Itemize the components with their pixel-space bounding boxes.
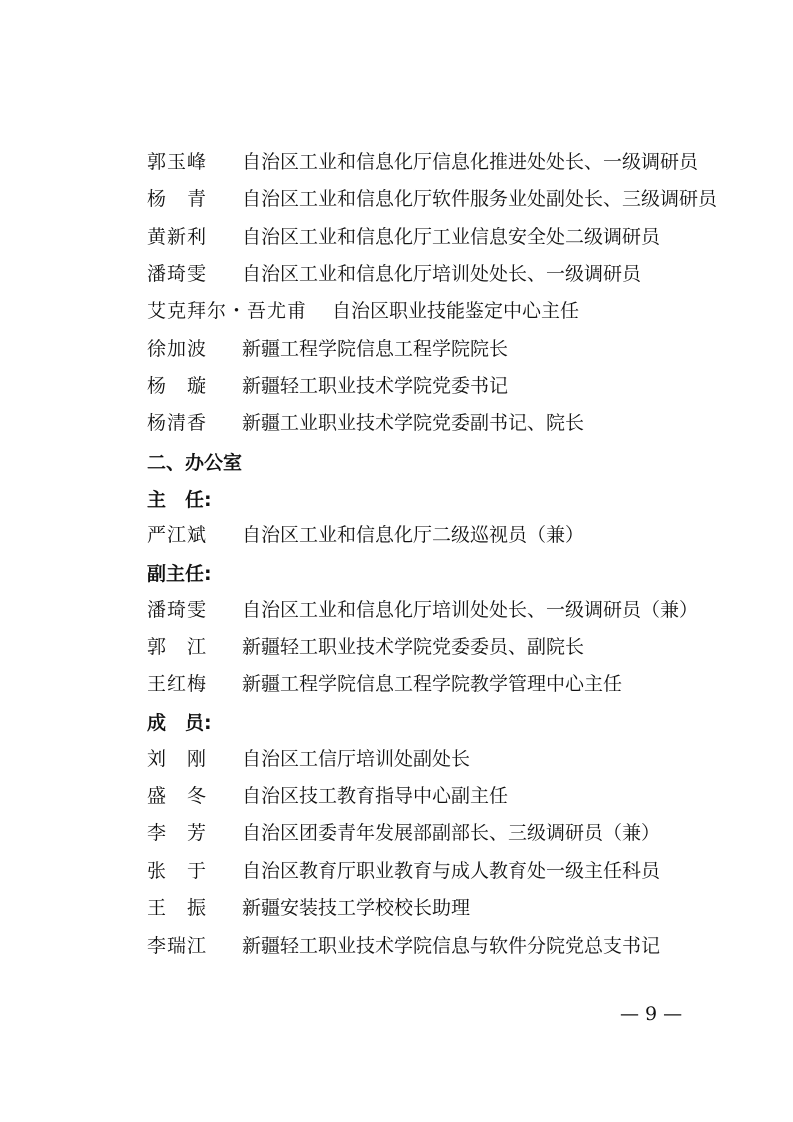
person-title: 自治区团委青年发展部副部长、三级调研员（兼） [242, 822, 661, 844]
role-heading-deputy: 副主任: [147, 563, 212, 585]
person-name: 杨清香 [147, 412, 208, 434]
person-title: 新疆轻工职业技术学院党委书记 [242, 375, 509, 397]
person-name: 王红梅 [147, 673, 208, 695]
person-title: 自治区工业和信息化厅工业信息安全处二级调研员 [242, 226, 661, 248]
person-title: 自治区工业和信息化厅培训处处长、一级调研员 [242, 263, 642, 285]
role-heading-members: 成 员: [147, 712, 212, 734]
person-name: 郭玉峰 [147, 151, 208, 173]
person-name: 艾克拜尔・吾尤甫 [147, 300, 308, 322]
person-title: 自治区技工教育指导中心副主任 [242, 785, 509, 807]
person-name: 杨 璇 [147, 375, 208, 397]
person-name: 严江斌 [147, 524, 208, 546]
person-title: 新疆工业职业技术学院党委副书记、院长 [242, 412, 585, 434]
person-name: 徐加波 [147, 338, 208, 360]
person-title: 自治区工业和信息化厅信息化推进处处长、一级调研员 [242, 151, 699, 173]
person-title: 自治区工业和信息化厅二级巡视员（兼） [242, 524, 585, 546]
person-title: 新疆安装技工学校校长助理 [242, 897, 471, 919]
person-title: 自治区工信厅培训处副处长 [242, 748, 471, 770]
person-title: 自治区职业技能鉴定中心主任 [332, 300, 580, 322]
person-title: 新疆工程学院信息工程学院院长 [242, 338, 509, 360]
role-heading-director: 主 任: [147, 489, 212, 511]
person-name: 张 于 [147, 860, 208, 882]
person-name: 王 振 [147, 897, 208, 919]
section-title: 二、办公室 [147, 452, 243, 474]
person-name: 杨 青 [147, 188, 208, 210]
person-name: 李 芳 [147, 822, 208, 844]
person-name: 李瑞江 [147, 935, 208, 957]
person-title: 自治区教育厅职业教育与成人教育处一级主任科员 [242, 860, 661, 882]
person-title: 自治区工业和信息化厅软件服务业处副处长、三级调研员 [242, 188, 718, 210]
person-name: 刘 刚 [147, 748, 208, 770]
person-title: 新疆轻工职业技术学院党委委员、副院长 [242, 636, 585, 658]
person-name: 盛 冬 [147, 785, 208, 807]
person-name: 黄新利 [147, 226, 208, 248]
person-name: 潘琦雯 [147, 599, 208, 621]
person-title: 新疆工程学院信息工程学院教学管理中心主任 [242, 673, 623, 695]
person-name: 郭 江 [147, 636, 208, 658]
person-name: 潘琦雯 [147, 263, 208, 285]
person-title: 新疆轻工职业技术学院信息与软件分院党总支书记 [242, 935, 661, 957]
person-title: 自治区工业和信息化厅培训处处长、一级调研员（兼） [242, 599, 699, 621]
page-number: — 9 — [620, 1003, 683, 1025]
